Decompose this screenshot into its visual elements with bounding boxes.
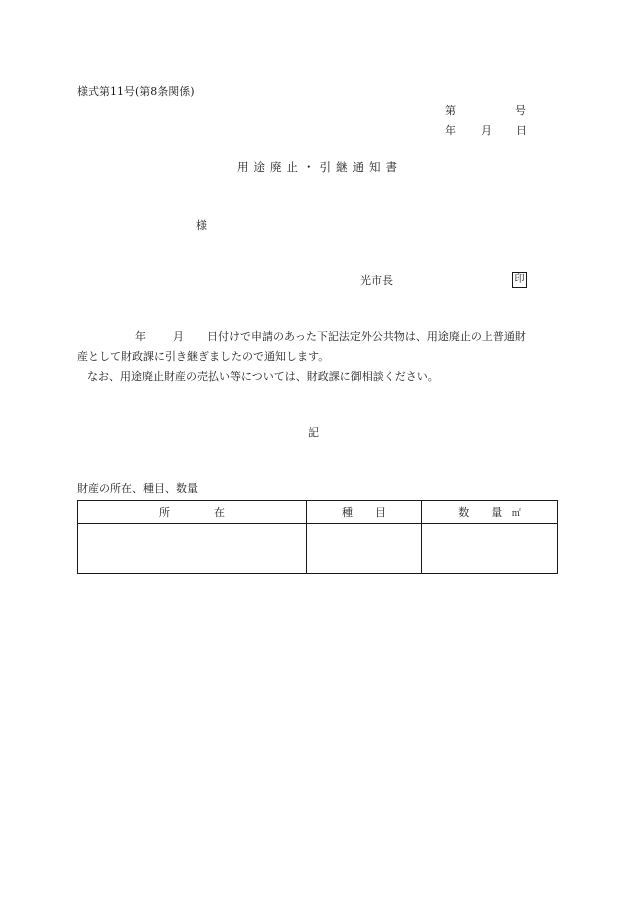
form-label: 様式第11号(第8条関係)	[77, 85, 195, 98]
document-title: 用途廃止・引継通知書	[237, 160, 402, 174]
header-quantity	[422, 501, 558, 524]
header-location: 所 在	[78, 501, 307, 524]
document-number-prefix: 第	[445, 104, 456, 117]
header-category: 種 目	[307, 501, 422, 524]
document-number-suffix: 号	[515, 104, 526, 117]
header-quantity-unit: ㎡	[511, 509, 521, 519]
body-text-rest: 日付けで申請のあった下記法定外公共物は、用途廃止の上普通財	[207, 330, 526, 343]
seal-mark: 印	[512, 272, 527, 288]
cell-category[interactable]	[307, 524, 422, 574]
cell-quantity[interactable]	[422, 524, 558, 574]
issuer-name: 光市長	[360, 274, 393, 287]
table-caption: 財産の所在、種目、数量	[77, 482, 198, 495]
body-line-2: 産として財政課に引き継ぎましたので通知します。	[77, 350, 330, 363]
body-date-year: 年	[135, 330, 146, 343]
date-year: 年	[445, 124, 456, 137]
ki-heading: 記	[308, 426, 319, 439]
body-line-3: なお、用途廃止財産の売払い等については、財政課に御相談ください。	[87, 370, 439, 383]
date-month: 月	[481, 124, 492, 137]
body-date-month: 月	[173, 330, 184, 343]
property-table	[77, 500, 558, 574]
table-header-row	[78, 501, 558, 524]
table-row	[78, 524, 558, 574]
addressee-honorific: 様	[196, 219, 207, 232]
date-day: 日	[516, 124, 527, 137]
cell-location[interactable]	[78, 524, 307, 574]
header-quantity-label: 数 量	[458, 506, 503, 519]
